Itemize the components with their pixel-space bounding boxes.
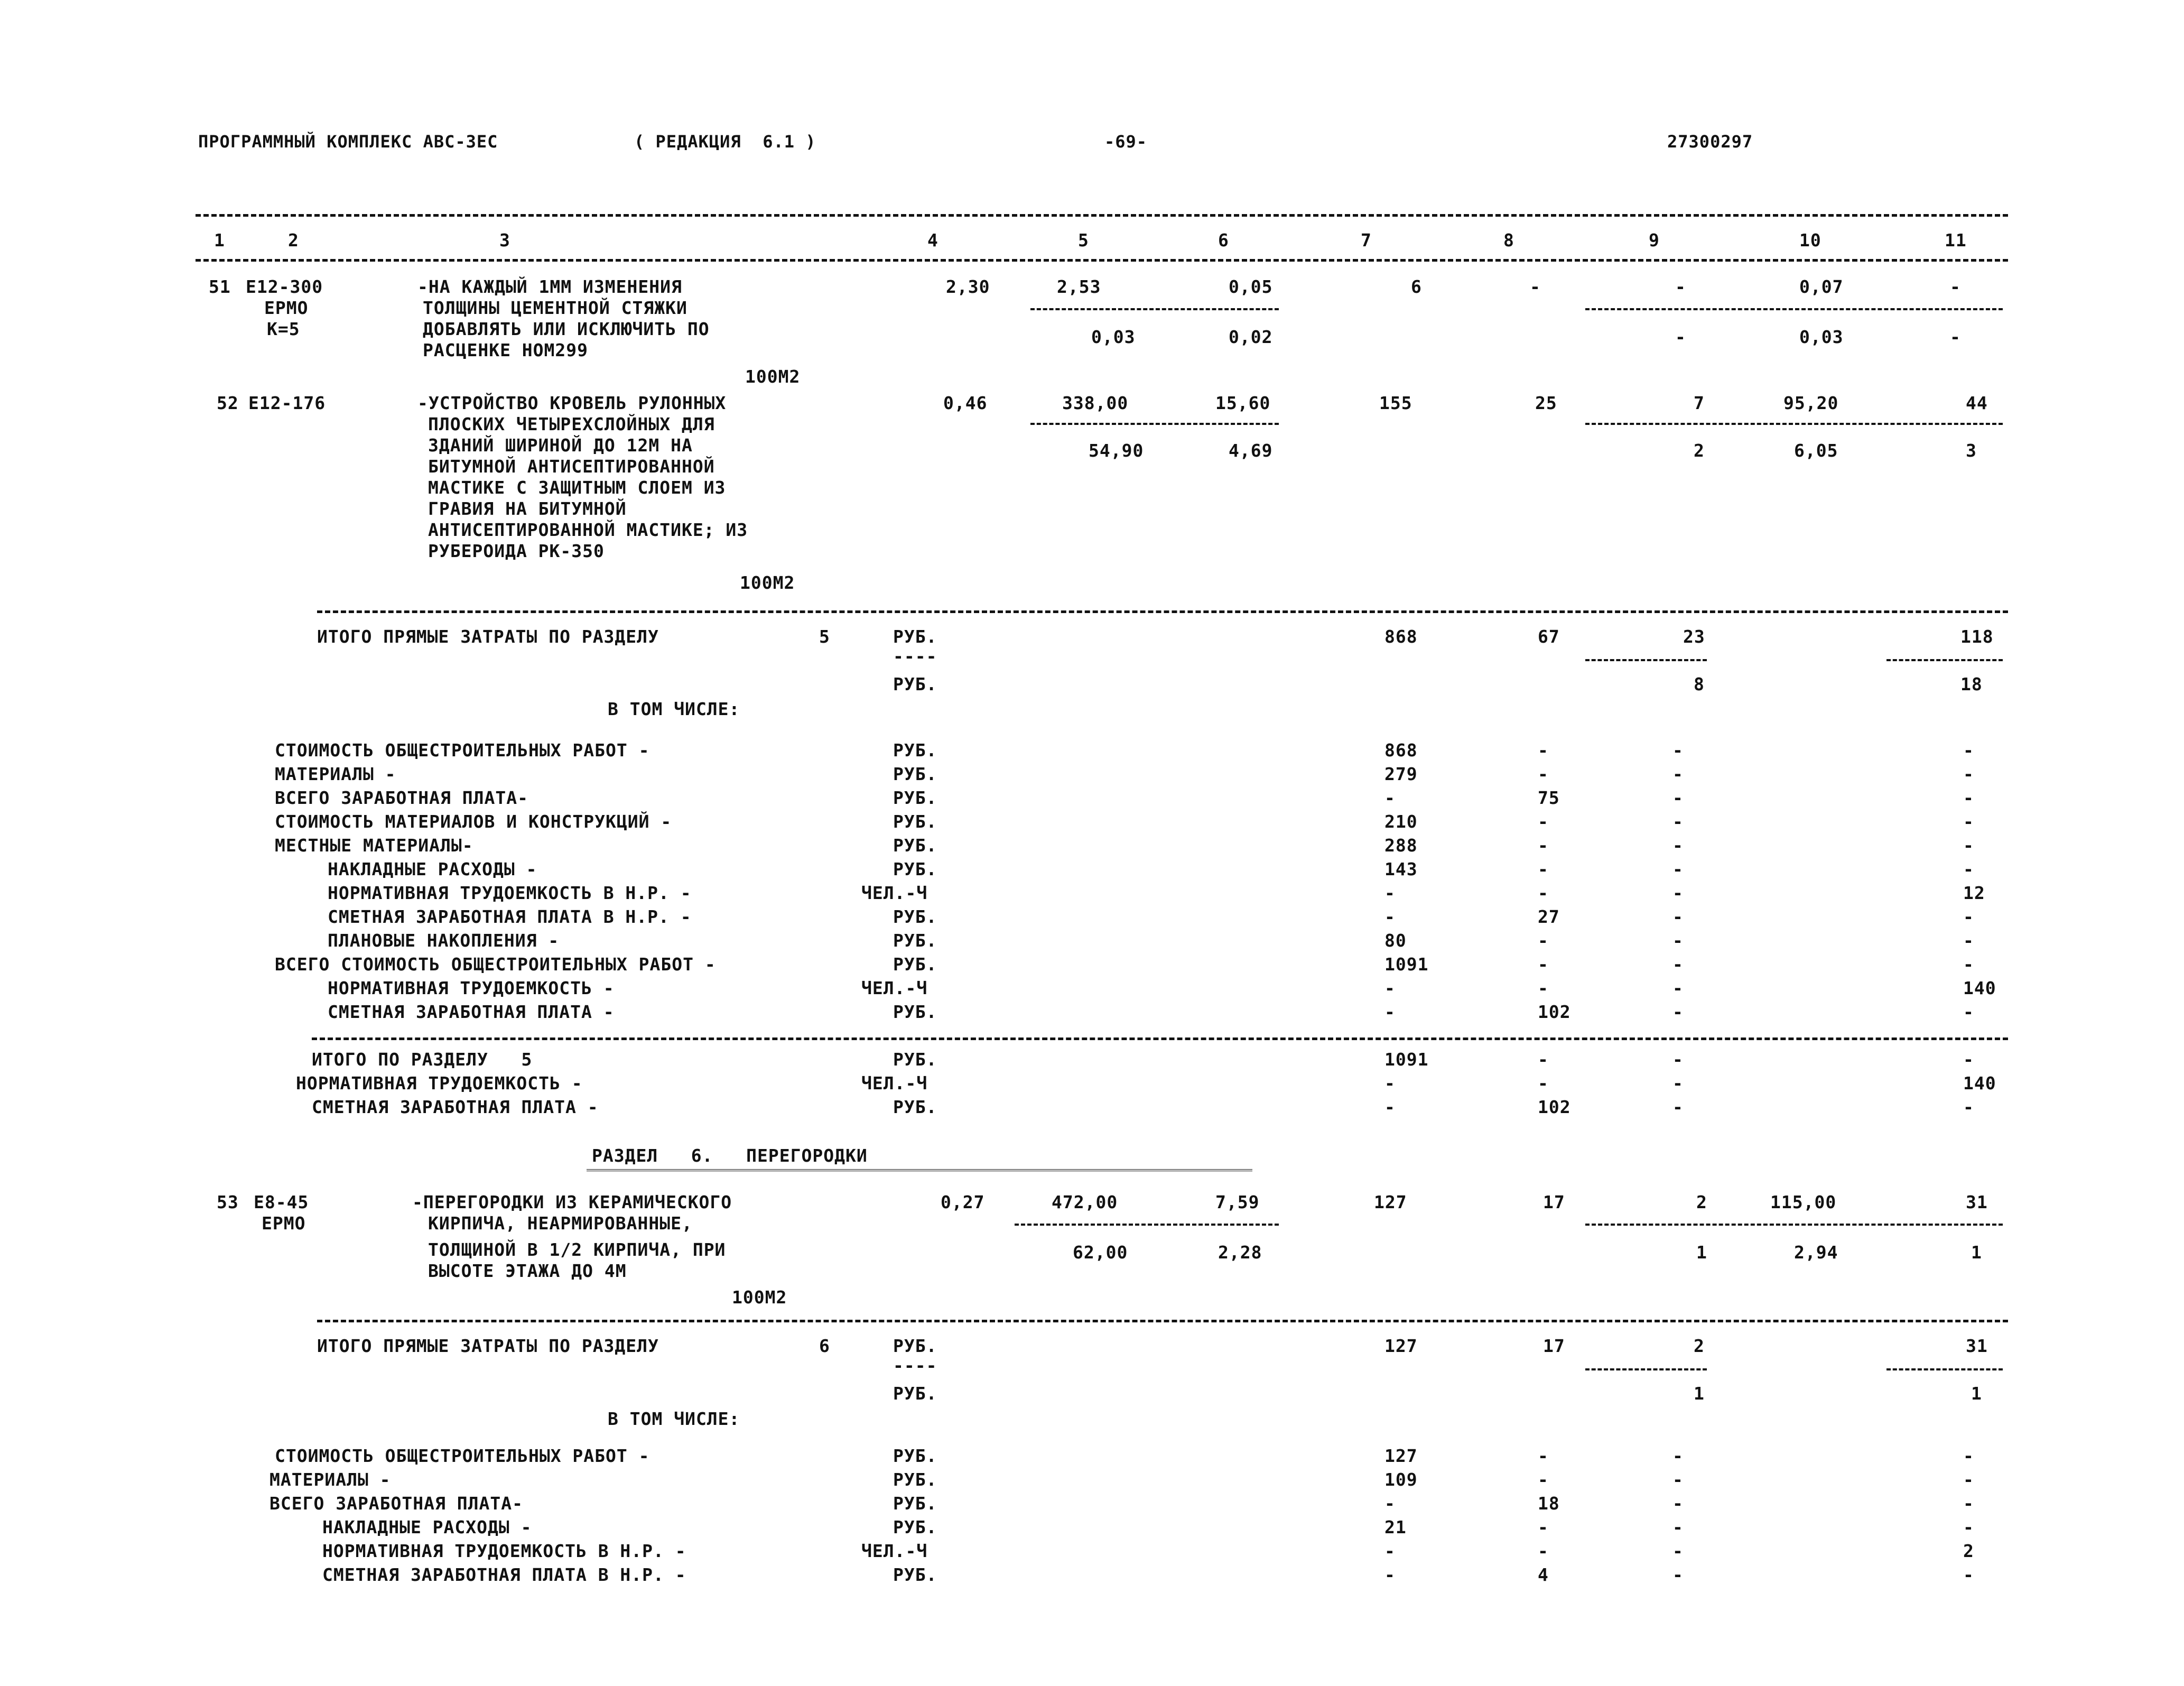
line-labor: 2 xyxy=(1963,1541,1974,1561)
row-divider xyxy=(1886,659,2003,661)
cell-machine-cost: 7 xyxy=(1694,393,1705,413)
line-total-cost: 143 xyxy=(1384,859,1418,879)
work-description-line: КИРПИЧА, НЕАРМИРОВАННЫЕ, xyxy=(428,1213,693,1234)
work-description-line: РУБЕРОИДА РК-350 xyxy=(428,541,605,561)
line-total-wage: - xyxy=(1538,1469,1549,1490)
line-unit: РУБ. xyxy=(893,1446,937,1466)
line-labor: - xyxy=(1963,1097,1974,1117)
line-unit: РУБ. xyxy=(893,740,937,761)
line-unit: ЧЕЛ.-Ч xyxy=(861,883,928,903)
table-header-rule xyxy=(196,259,2008,262)
line-total-cost: - xyxy=(1384,883,1396,903)
line-label: НОРМАТИВНАЯ ТРУДОЕМКОСТЬ В Н.Р. - xyxy=(322,1541,686,1561)
line-unit: РУБ. xyxy=(893,906,937,927)
line-label: СМЕТНАЯ ЗАРАБОТНАЯ ПЛАТА - xyxy=(312,1097,599,1117)
cell-unit-cost-wage: 54,90 xyxy=(1089,440,1144,461)
cell-unit-cost-wage: 0,03 xyxy=(1091,327,1136,347)
line-labor: - xyxy=(1963,788,1974,808)
total-direct-costs-label: ИТОГО ПРЯМЫЕ ЗАТРАТЫ ПО РАЗДЕЛУ xyxy=(317,1336,659,1356)
cell-machine-cost: - xyxy=(1675,276,1686,297)
cell-unit-wage-sub: 4,69 xyxy=(1229,440,1273,461)
cell-machine-wage: 1 xyxy=(1696,1242,1707,1263)
work-description-line: ГРАВИЯ НА БИТУМНОЙ xyxy=(428,498,627,519)
line-total-wage: 27 xyxy=(1538,906,1560,927)
total-cost: 868 xyxy=(1384,626,1418,647)
cell-unit-wage: 0,05 xyxy=(1229,276,1273,297)
total-labor: 31 xyxy=(1966,1336,1988,1356)
line-machine: - xyxy=(1672,1564,1684,1585)
section-rule xyxy=(317,1320,2008,1322)
line-total-wage: 102 xyxy=(1538,1097,1571,1117)
line-labor: - xyxy=(1963,1517,1974,1537)
line-labor: 140 xyxy=(1963,1073,1996,1094)
cell-total-wage: 25 xyxy=(1535,393,1557,413)
cell-unit-wage: 7,59 xyxy=(1215,1192,1260,1212)
cell-unit-cost: 472,00 xyxy=(1052,1192,1118,1212)
total-labor: 118 xyxy=(1960,626,1994,647)
row-divider xyxy=(1030,308,1279,310)
total-cost: 127 xyxy=(1384,1336,1418,1356)
edition-label: ( РЕДАКЦИЯ 6.1 ) xyxy=(634,132,816,152)
cell-quantity: 0,46 xyxy=(943,393,988,413)
line-machine: - xyxy=(1672,930,1684,951)
program-title: ПРОГРАММНЫЙ КОМПЛЕКС АВС-3ЕС xyxy=(198,132,498,152)
line-unit: РУБ. xyxy=(893,788,937,808)
line-total-wage: - xyxy=(1538,1517,1549,1537)
line-unit: РУБ. xyxy=(893,1049,937,1070)
unit-rub: РУБ. xyxy=(893,1383,937,1404)
line-unit: РУБ. xyxy=(893,954,937,975)
section-rule xyxy=(312,1037,2008,1040)
col-header-4: 4 xyxy=(927,230,938,251)
line-machine: - xyxy=(1672,906,1684,927)
line-total-cost: - xyxy=(1384,978,1396,998)
line-machine: - xyxy=(1672,835,1684,856)
unit-rub: РУБ. xyxy=(893,674,937,694)
in-that-number-heading: В ТОМ ЧИСЛЕ: xyxy=(608,1409,740,1429)
line-label: СМЕТНАЯ ЗАРАБОТНАЯ ПЛАТА В Н.Р. - xyxy=(322,1564,686,1585)
line-labor: - xyxy=(1963,1049,1974,1070)
line-label: СМЕТНАЯ ЗАРАБОТНАЯ ПЛАТА В Н.Р. - xyxy=(328,906,692,927)
line-machine: - xyxy=(1672,1049,1684,1070)
line-unit: РУБ. xyxy=(893,811,937,832)
work-description-line: -ПЕРЕГОРОДКИ ИЗ КЕРАМИЧЕСКОГО xyxy=(412,1192,732,1212)
row-number: 51 xyxy=(209,276,231,297)
line-labor: - xyxy=(1963,906,1974,927)
col-header-2: 2 xyxy=(288,230,299,251)
unit-dash: ---- xyxy=(893,646,937,666)
line-machine: - xyxy=(1672,764,1684,784)
line-unit: РУБ. xyxy=(893,1564,937,1585)
row-divider xyxy=(1585,1368,1707,1370)
work-description-line: ДОБАВЛЯТЬ ИЛИ ИСКЛЮЧИТЬ ПО xyxy=(423,319,710,339)
rate-code: Е12-300 xyxy=(246,276,323,297)
col-header-10: 10 xyxy=(1799,230,1821,251)
rate-coefficient: К=5 xyxy=(267,319,300,339)
line-machine: - xyxy=(1672,1541,1684,1561)
rate-base: ЕРМО xyxy=(264,298,309,318)
unit-rub: РУБ. xyxy=(893,1336,937,1356)
cell-labor-unit: 95,20 xyxy=(1783,393,1839,413)
line-labor: - xyxy=(1963,954,1974,975)
section-rule xyxy=(317,610,2008,613)
cell-total-cost: 155 xyxy=(1379,393,1412,413)
row-divider xyxy=(1030,423,1279,425)
cell-total-wage: 17 xyxy=(1543,1192,1565,1212)
line-labor: - xyxy=(1963,930,1974,951)
work-description-line: ЗДАНИЙ ШИРИНОЙ ДО 12М НА xyxy=(428,435,693,456)
col-header-6: 6 xyxy=(1218,230,1229,251)
line-total-cost: 288 xyxy=(1384,835,1418,856)
line-total-cost: 279 xyxy=(1384,764,1418,784)
line-labor: - xyxy=(1963,835,1974,856)
line-machine: - xyxy=(1672,954,1684,975)
line-unit: РУБ. xyxy=(893,1002,937,1022)
line-total-wage: - xyxy=(1538,978,1549,998)
row-divider xyxy=(1585,1224,2003,1226)
col-header-5: 5 xyxy=(1078,230,1089,251)
cell-labor-total-sub: 1 xyxy=(1971,1242,1982,1263)
section-number: 6 xyxy=(819,1336,830,1356)
total-machine-wage: 1 xyxy=(1694,1383,1705,1404)
cell-unit-wage: 15,60 xyxy=(1215,393,1271,413)
total-wage: 17 xyxy=(1543,1336,1565,1356)
line-total-cost: - xyxy=(1384,1073,1396,1094)
work-description-line: ТОЛЩИНЫ ЦЕМЕНТНОЙ СТЯЖКИ xyxy=(423,298,687,318)
work-description-line: ВЫСОТЕ ЭТАЖА ДО 4М xyxy=(428,1261,627,1281)
line-total-cost: 109 xyxy=(1384,1469,1418,1490)
line-label: НОРМАТИВНАЯ ТРУДОЕМКОСТЬ - xyxy=(296,1073,583,1094)
total-machine: 2 xyxy=(1694,1336,1705,1356)
line-label: ИТОГО ПО РАЗДЕЛУ 5 xyxy=(312,1049,533,1070)
line-label: СТОИМОСТЬ ОБЩЕСТРОИТЕЛЬНЫХ РАБОТ - xyxy=(275,1446,650,1466)
cell-machine-cost: 2 xyxy=(1696,1192,1707,1212)
unit-rub: РУБ. xyxy=(893,626,937,647)
cell-machine-wage: - xyxy=(1675,327,1686,347)
line-total-cost: - xyxy=(1384,1002,1396,1022)
line-machine: - xyxy=(1672,1469,1684,1490)
line-machine: - xyxy=(1672,859,1684,879)
line-labor: - xyxy=(1963,811,1974,832)
line-total-wage: - xyxy=(1538,954,1549,975)
line-label: СМЕТНАЯ ЗАРАБОТНАЯ ПЛАТА - xyxy=(328,1002,615,1022)
unit-of-measure: 100М2 xyxy=(732,1287,787,1308)
line-unit: РУБ. xyxy=(893,1097,937,1117)
cell-labor-total-sub: 3 xyxy=(1966,440,1977,461)
line-label: ВСЕГО СТОИМОСТЬ ОБЩЕСТРОИТЕЛЬНЫХ РАБОТ - xyxy=(275,954,716,975)
total-machine: 23 xyxy=(1683,626,1705,647)
line-total-wage: 75 xyxy=(1538,788,1560,808)
line-total-wage: 102 xyxy=(1538,1002,1571,1022)
work-description-line: БИТУМНОЙ АНТИСЕПТИРОВАННОЙ xyxy=(428,456,715,477)
line-labor: - xyxy=(1963,1446,1974,1466)
cell-total-wage: - xyxy=(1530,276,1541,297)
line-label: МАТЕРИАЛЫ - xyxy=(269,1469,391,1490)
line-total-wage: - xyxy=(1538,835,1549,856)
line-unit: РУБ. xyxy=(893,835,937,856)
line-labor: - xyxy=(1963,1002,1974,1022)
section-title-underline xyxy=(587,1169,1252,1171)
line-label: МАТЕРИАЛЫ - xyxy=(275,764,396,784)
cell-labor-total-sub: - xyxy=(1950,327,1961,347)
cell-unit-cost-wage: 62,00 xyxy=(1073,1242,1128,1263)
unit-of-measure: 100М2 xyxy=(740,572,795,593)
row-divider xyxy=(1585,659,1707,661)
line-machine: - xyxy=(1672,1517,1684,1537)
cell-machine-wage: 2 xyxy=(1694,440,1705,461)
work-description-line: -УСТРОЙСТВО КРОВЕЛЬ РУЛОННЫХ xyxy=(417,393,727,413)
line-label: ВСЕГО ЗАРАБОТНАЯ ПЛАТА- xyxy=(275,788,528,808)
table-top-rule xyxy=(196,214,2008,217)
cell-labor-unit-sub: 6,05 xyxy=(1794,440,1838,461)
line-unit: РУБ. xyxy=(893,1493,937,1514)
line-total-cost: - xyxy=(1384,1097,1396,1117)
cell-labor-unit-sub: 2,94 xyxy=(1794,1242,1838,1263)
line-label: СТОИМОСТЬ ОБЩЕСТРОИТЕЛЬНЫХ РАБОТ - xyxy=(275,740,650,761)
line-total-wage: - xyxy=(1538,930,1549,951)
line-total-wage: - xyxy=(1538,1073,1549,1094)
total-direct-costs-label: ИТОГО ПРЯМЫЕ ЗАТРАТЫ ПО РАЗДЕЛУ xyxy=(317,626,659,647)
rate-code: Е12-176 xyxy=(248,393,326,413)
cell-quantity: 0,27 xyxy=(941,1192,985,1212)
row-number: 52 xyxy=(217,393,239,413)
line-machine: - xyxy=(1672,1097,1684,1117)
line-machine: - xyxy=(1672,740,1684,761)
line-unit: РУБ. xyxy=(893,859,937,879)
row-divider xyxy=(1015,1224,1279,1226)
line-label: ПЛАНОВЫЕ НАКОПЛЕНИЯ - xyxy=(328,930,560,951)
line-total-wage: 4 xyxy=(1538,1564,1549,1585)
work-description-line: ПЛОСКИХ ЧЕТЫРЕХСЛОЙНЫХ ДЛЯ xyxy=(428,414,715,434)
line-machine: - xyxy=(1672,788,1684,808)
line-labor: - xyxy=(1963,764,1974,784)
line-total-cost: 21 xyxy=(1384,1517,1407,1537)
line-total-cost: - xyxy=(1384,1564,1396,1585)
rate-code: Е8-45 xyxy=(254,1192,309,1212)
line-machine: - xyxy=(1672,1446,1684,1466)
line-total-cost: - xyxy=(1384,1541,1396,1561)
total-wage: 67 xyxy=(1538,626,1560,647)
line-machine: - xyxy=(1672,883,1684,903)
line-machine: - xyxy=(1672,1002,1684,1022)
line-total-cost: - xyxy=(1384,1493,1396,1514)
work-description-line: МАСТИКЕ С ЗАЩИТНЫМ СЛОЕМ ИЗ xyxy=(428,477,726,498)
cell-unit-cost: 338,00 xyxy=(1062,393,1129,413)
line-labor: - xyxy=(1963,740,1974,761)
line-total-wage: - xyxy=(1538,811,1549,832)
line-unit: РУБ. xyxy=(893,1517,937,1537)
line-label: НАКЛАДНЫЕ РАСХОДЫ - xyxy=(322,1517,532,1537)
document-number: 27300297 xyxy=(1667,132,1753,152)
line-total-wage: - xyxy=(1538,764,1549,784)
line-total-cost: 1091 xyxy=(1384,954,1429,975)
total-machine-wage: 8 xyxy=(1694,674,1705,694)
line-label: НОРМАТИВНАЯ ТРУДОЕМКОСТЬ В Н.Р. - xyxy=(328,883,692,903)
work-description-line: -НА КАЖДЫЙ 1ММ ИЗМЕНЕНИЯ xyxy=(417,276,682,297)
line-label: НАКЛАДНЫЕ РАСХОДЫ - xyxy=(328,859,537,879)
cell-labor-unit: 115,00 xyxy=(1770,1192,1837,1212)
line-unit: РУБ. xyxy=(893,930,937,951)
line-unit: РУБ. xyxy=(893,764,937,784)
col-header-1: 1 xyxy=(214,230,225,251)
line-total-cost: 210 xyxy=(1384,811,1418,832)
col-header-9: 9 xyxy=(1649,230,1660,251)
line-total-wage: 18 xyxy=(1538,1493,1560,1514)
line-labor: - xyxy=(1963,1469,1974,1490)
cell-unit-wage-sub: 0,02 xyxy=(1229,327,1273,347)
line-total-wage: - xyxy=(1538,859,1549,879)
line-label: СТОИМОСТЬ МАТЕРИАЛОВ И КОНСТРУКЦИЙ - xyxy=(275,811,672,832)
line-total-cost: 80 xyxy=(1384,930,1407,951)
cell-total-cost: 6 xyxy=(1411,276,1422,297)
line-total-cost: - xyxy=(1384,906,1396,927)
line-total-wage: - xyxy=(1538,883,1549,903)
line-labor: - xyxy=(1963,859,1974,879)
line-total-wage: - xyxy=(1538,740,1549,761)
line-machine: - xyxy=(1672,811,1684,832)
cell-quantity: 2,30 xyxy=(946,276,990,297)
row-number: 53 xyxy=(217,1192,239,1212)
in-that-number-heading: В ТОМ ЧИСЛЕ: xyxy=(608,699,740,719)
col-header-8: 8 xyxy=(1503,230,1514,251)
cell-labor-total: 44 xyxy=(1966,393,1988,413)
cell-labor-unit: 0,07 xyxy=(1799,276,1844,297)
col-header-7: 7 xyxy=(1361,230,1372,251)
line-labor: 12 xyxy=(1963,883,1985,903)
cell-total-cost: 127 xyxy=(1374,1192,1407,1212)
total-labor-sub: 1 xyxy=(1971,1383,1982,1404)
line-total-wage: - xyxy=(1538,1541,1549,1561)
cell-unit-cost: 2,53 xyxy=(1057,276,1101,297)
unit-of-measure: 100М2 xyxy=(745,366,801,387)
unit-dash: ---- xyxy=(893,1355,937,1376)
work-description-line: ТОЛЩИНОЙ В 1/2 КИРПИЧА, ПРИ xyxy=(428,1239,726,1260)
cell-labor-unit-sub: 0,03 xyxy=(1799,327,1844,347)
line-machine: - xyxy=(1672,978,1684,998)
cell-labor-total: - xyxy=(1950,276,1961,297)
line-total-cost: 868 xyxy=(1384,740,1418,761)
line-labor: 140 xyxy=(1963,978,1996,998)
line-unit: ЧЕЛ.-Ч xyxy=(861,1073,928,1094)
work-description-line: АНТИСЕПТИРОВАННОЙ МАСТИКЕ; ИЗ xyxy=(428,520,748,540)
row-divider xyxy=(1585,308,2003,310)
row-divider xyxy=(1585,423,2003,425)
rate-base: ЕРМО xyxy=(262,1213,306,1234)
line-labor: - xyxy=(1963,1493,1974,1514)
line-unit: РУБ. xyxy=(893,1469,937,1490)
line-label: ВСЕГО ЗАРАБОТНАЯ ПЛАТА- xyxy=(269,1493,523,1514)
line-total-cost: 127 xyxy=(1384,1446,1418,1466)
total-labor-sub: 18 xyxy=(1960,674,1983,694)
line-unit: ЧЕЛ.-Ч xyxy=(861,1541,928,1561)
page-number: -69- xyxy=(1104,132,1148,152)
row-divider xyxy=(1886,1368,2003,1370)
line-labor: - xyxy=(1963,1564,1974,1585)
line-total-wage: - xyxy=(1538,1049,1549,1070)
cell-unit-wage-sub: 2,28 xyxy=(1218,1242,1262,1263)
section-number: 5 xyxy=(819,626,830,647)
line-total-wage: - xyxy=(1538,1446,1549,1466)
line-total-cost: 1091 xyxy=(1384,1049,1429,1070)
work-description-line: РАСЦЕНКЕ НОМ299 xyxy=(423,340,589,360)
col-header-11: 11 xyxy=(1945,230,1967,251)
line-machine: - xyxy=(1672,1493,1684,1514)
line-machine: - xyxy=(1672,1073,1684,1094)
col-header-3: 3 xyxy=(499,230,510,251)
line-unit: ЧЕЛ.-Ч xyxy=(861,978,928,998)
cell-labor-total: 31 xyxy=(1966,1192,1988,1212)
section-6-title: РАЗДЕЛ 6. ПЕРЕГОРОДКИ xyxy=(592,1145,868,1166)
line-total-cost: - xyxy=(1384,788,1396,808)
line-label: НОРМАТИВНАЯ ТРУДОЕМКОСТЬ - xyxy=(328,978,615,998)
line-label: МЕСТНЫЕ МАТЕРИАЛЫ- xyxy=(275,835,473,856)
